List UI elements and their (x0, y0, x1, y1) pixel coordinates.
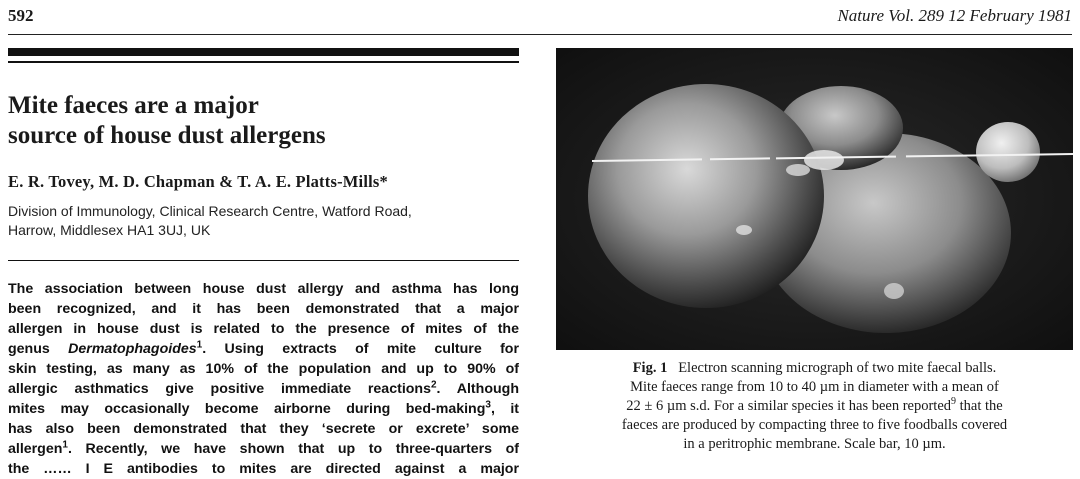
reference-marker: 2 (430, 379, 437, 391)
text-run: that the (956, 398, 1003, 414)
surface-debris (786, 164, 810, 176)
abstract-line (8, 439, 519, 459)
header-rule (8, 34, 1072, 35)
title-thin-rule (8, 61, 519, 63)
abstract-line: The association between house dust allergy and asthma has long (8, 281, 519, 297)
affiliation-line: Harrow, Middlesex HA1 3UJ, UK (8, 222, 211, 238)
caption-line (556, 397, 1073, 416)
abstract-line: allergen in house dust is related to the presence of mites of the (8, 321, 519, 337)
author-list: E. R. Tovey, M. D. Chapman & T. A. E. Platts-Mills* (8, 172, 388, 191)
affiliation (8, 202, 519, 240)
reference-marker: 1 (196, 339, 203, 351)
title-line: Mite faeces are a major (8, 92, 259, 119)
page-number: 592 (8, 6, 34, 25)
text-run: . Using extracts of mite culture for (202, 341, 519, 357)
abstract-rule (8, 260, 519, 261)
abstract-line: skin testing, as many as 10% of the population and up to 90% of (8, 361, 519, 377)
text-run: . Although (436, 381, 519, 397)
abstract-text (8, 279, 519, 479)
text-run: allergic asthmatics give positive immediate reactions (8, 381, 431, 397)
caption-line: faeces are produced by compacting three to five foodballs covered (621, 417, 1008, 433)
surface-debris (884, 283, 904, 299)
right-column (556, 48, 1073, 454)
caption-line (556, 359, 1073, 378)
surface-debris (804, 150, 844, 170)
left-column (8, 48, 519, 479)
journal-citation: Nature Vol. 289 12 February 1981 (837, 6, 1072, 25)
abstract-line: been recognized, and it has been demonstrated that a major (8, 301, 519, 317)
caption-line: Mite faeces range from 10 to 40 µm in diameter with a mean of (630, 379, 999, 395)
text-run: . Recently, we have shown that up to three-quarters of (67, 441, 519, 457)
faecal-ball-left (588, 84, 824, 308)
affiliation-line: Division of Immunology, Clinical Research Centre, Watford Road, (8, 203, 412, 219)
electron-micrograph (556, 48, 1073, 350)
reference-marker: 3 (485, 399, 491, 411)
title-line: source of house dust allergens (8, 122, 326, 149)
text-run: , it (490, 401, 519, 417)
text-run: 22 ± 6 µm s.d. For a similar species it has been reported (626, 398, 952, 414)
text-run: Electron scanning micrograph of two mite faecal balls. (678, 360, 997, 376)
genus-name: Dermatophagoides (68, 341, 197, 357)
caption-line: in a peritrophic membrane. Scale bar, 10 µm. (683, 436, 946, 452)
article-title (8, 91, 519, 151)
title-thick-rule (8, 48, 519, 56)
reference-marker: 1 (62, 439, 68, 451)
text-run: genus (8, 341, 69, 357)
figure-label: Fig. 1 (632, 360, 668, 376)
abstract-line (8, 379, 519, 399)
text-run: mites may occasionally become airborne during bed-making (8, 401, 486, 417)
surface-debris (736, 225, 752, 235)
small-particle (976, 122, 1040, 182)
abstract-line (8, 399, 519, 419)
figure-caption (556, 359, 1073, 454)
reference-marker: 9 (951, 396, 957, 408)
text-run: allergen (8, 441, 63, 457)
abstract-line: the …… I E antibodies to mites are directed against a major (8, 461, 519, 477)
abstract-line: has also been demonstrated that they ‘secrete or excrete’ some (8, 421, 519, 437)
abstract-line (8, 339, 519, 359)
